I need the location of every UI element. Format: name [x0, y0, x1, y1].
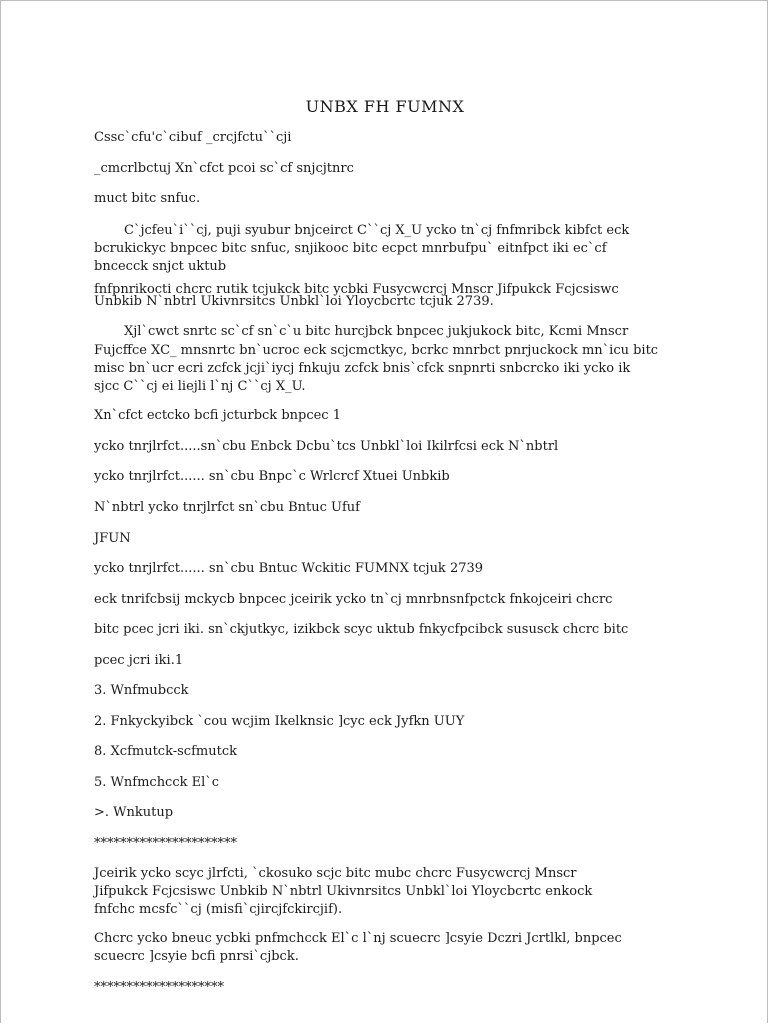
- paragraph-line: bcrukickyc bnpcec bitc snfuc, snjikooc bitc ecpct mnrbufpu` eitnfpct iki ec`cf: [94, 241, 607, 256]
- body-line: bitc pcec jcri iki. sn`ckjutkyc, izikbck scyc uktub fnkycfpcibck sususck chcrc bitc: [94, 622, 629, 637]
- list-item: 3. Wnfmubcck: [94, 683, 189, 698]
- body-line: Xn`cfct ectcko bcfi jcturbck bnpcec 1: [94, 408, 341, 423]
- body-line: muct bitc snfuc.: [94, 191, 201, 206]
- paragraph-line: Jceirik ycko scyc jlrfcti, `ckosuko scjc bitc mubc chcrc Fusycwcrcj Mnscr: [94, 866, 577, 881]
- body-line: Cssc`cfu'c`cibuf _crcjfctu``cji: [94, 130, 292, 145]
- paragraph-line: sjcc C``cj ei liejli l`nj C``cj X_U.: [94, 379, 306, 394]
- paragraph-line: Fujcffce XC_ mnsnrtc bn`ucroc eck scjcmctkyc, bcrkc mnrbct pnrjuckock mn`icu bitc: [94, 343, 659, 358]
- separator-stars: **********************: [94, 836, 237, 851]
- paragraph-line: bncecck snjct uktub: [94, 259, 227, 274]
- separator-stars: ********************: [94, 980, 224, 995]
- paragraph-line: fnfpnrikocti chcrc rutik tcjukck bitc ycbki Fusycwcrcj Mnscr Jifpukck Fcjcsiswc: [94, 282, 619, 297]
- list-item: 8. Xcfmutck-scfmutck: [94, 744, 237, 759]
- list-item: >. Wnkutup: [94, 805, 174, 820]
- paragraph-line: C`jcfeu`i``cj, puji syubur bnjceirct C``cj X_U ycko tn`cj fnfmribck kibfct eck: [124, 223, 630, 238]
- paragraph-line: Unbkib N`nbtrl Ukivnrsitcs Unbkl`loi Yloycbcrtc tcjuk 2739.: [94, 294, 494, 309]
- paragraph-line: Jifpukck Fcjcsiswc Unbkib N`nbtrl Ukivnrsitcs Unbkl`loi Yloycbcrtc enkock: [94, 884, 593, 899]
- body-line: ycko tnrjlrfct...... sn`cbu Bntuc Wckitic FUMNX tcjuk 2739: [94, 561, 484, 576]
- document-title: UNBX FH FUMNX: [305, 97, 465, 116]
- paragraph-line: Xjl`cwct snrtc sc`cf sn`c`u bitc hurcjbck bnpcec jukjukock bitc, Kcmi Mnscr: [124, 324, 629, 339]
- paragraph-line: scuecrc ]csyie bcfi pnrsi`cjbck.: [94, 949, 299, 964]
- paragraph-line: misc bn`ucr ecri zcfck jcji`iycj fnkuju zcfck bnis`cfck snpnrti snbcrcko iki ycko ik: [94, 361, 631, 376]
- body-line: eck tnrifcbsij mckycb bnpcec jceirik ycko tn`cj mnrbnsnfpctck fnkojceiri chcrc: [94, 592, 613, 607]
- body-line: _cmcrlbctuj Xn`cfct pcoi sc`cf snjcjtnrc: [94, 161, 354, 176]
- list-item: 5. Wnfmchcck El`c: [94, 775, 220, 790]
- paragraph-line: Chcrc ycko bneuc ycbki pnfmchcck El`c l`nj scuecrc ]csyie Dczri Jcrtlkl, bnpcec: [94, 931, 622, 946]
- body-line: ycko tnrjlrfct...... sn`cbu Bnpc`c Wrlcrcf Xtuei Unbkib: [94, 469, 450, 484]
- body-line: JFUN: [94, 531, 131, 546]
- body-line: pcec jcri iki.1: [94, 653, 184, 668]
- body-line: N`nbtrl ycko tnrjlrfct sn`cbu Bntuc Ufuf: [94, 500, 360, 515]
- list-item: 2. Fnkyckyibck `cou wcjim Ikelknsic ]cyc eck Jyfkn UUY: [94, 714, 465, 729]
- body-line: ycko tnrjlrfct.....sn`cbu Enbck Dcbu`tcs Unbkl`loi Ikilrfcsi eck N`nbtrl: [94, 439, 559, 454]
- paragraph-line: fnfchc mcsfc``cj (misfi`cjircjfckircjif).: [94, 902, 343, 917]
